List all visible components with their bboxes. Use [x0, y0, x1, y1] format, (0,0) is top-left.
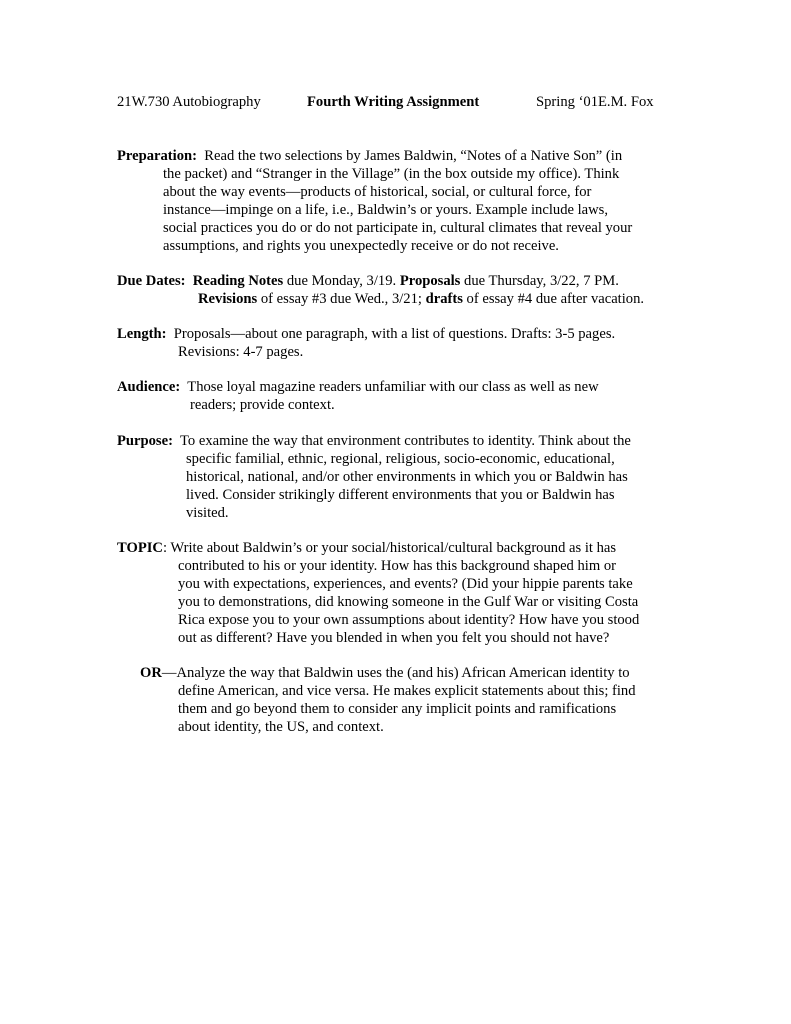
topic-label: TOPIC — [117, 540, 163, 556]
topic-section — [117, 539, 679, 647]
term: Spring ‘01 — [536, 94, 599, 110]
or-line: them and go beyond them to consider any implicit points and ramifications — [178, 701, 617, 717]
preparation-line: assumptions, and rights you unexpectedly receive or do not receive. — [163, 238, 559, 254]
due-dates-label: Due Dates: — [117, 273, 186, 289]
preparation-line: instance—impinge on a life, i.e., Baldwin’s or yours. Example include laws, — [163, 202, 609, 218]
purpose-line: visited. — [186, 505, 229, 521]
preparation-line: Read the two selections by James Baldwin, “Notes of a Native Son” (in — [204, 148, 623, 164]
proposals-due: due Thursday, 3/22, 7 PM. — [460, 273, 619, 289]
purpose-line: lived. Consider strikingly different environments that you or Baldwin has — [186, 487, 615, 503]
audience-line: readers; provide context. — [190, 397, 335, 413]
purpose-line: specific familial, ethnic, regional, religious, socio-economic, educational, — [186, 451, 615, 467]
reading-notes-due: due Monday, 3/19. — [283, 273, 400, 289]
due-dates-section — [117, 272, 679, 308]
audience-line: Those loyal magazine readers unfamiliar with our class as well as new — [187, 379, 599, 395]
topic-line: you to demonstrations, did knowing someone in the Gulf War or visiting Costa — [178, 594, 639, 610]
length-label: Length: — [117, 326, 167, 342]
proposals-label: Proposals — [399, 273, 461, 289]
purpose-line: To examine the way that environment contributes to identity. Think about the — [180, 433, 631, 449]
purpose-line: historical, national, and/or other environments in which you or Baldwin has — [186, 469, 628, 485]
drafts-label: drafts — [425, 291, 463, 307]
author: E.M. Fox — [598, 94, 654, 110]
preparation-line: the packet) and “Stranger in the Village” (in the box outside my office). Think — [163, 166, 620, 182]
preparation-line: social practices you do or do not participate in, cultural climates that reveal your — [163, 220, 633, 236]
preparation-label: Preparation: — [117, 148, 197, 164]
reading-notes-label: Reading Notes — [192, 273, 284, 289]
revisions-due: of essay #3 due Wed., 3/21; — [257, 291, 426, 307]
topic-line: : Write about Baldwin’s or your social/historical/cultural background as it has — [162, 540, 617, 556]
revisions-label: Revisions — [198, 291, 258, 307]
drafts-due: of essay #4 due after vacation. — [462, 291, 645, 307]
audience-section — [117, 378, 679, 414]
or-section — [140, 664, 702, 736]
length-section — [117, 325, 679, 361]
or-line: about identity, the US, and context. — [178, 719, 384, 735]
preparation-section — [117, 147, 679, 255]
length-line: Proposals—about one paragraph, with a list of questions. Drafts: 3-5 pages. — [173, 326, 616, 342]
course-name: 21W.730 Autobiography — [117, 94, 261, 110]
length-line: Revisions: 4-7 pages. — [178, 344, 304, 360]
topic-line: Rica expose you to your own assumptions about identity? How have you stood — [178, 612, 640, 628]
assignment-title: Fourth Writing Assignment — [307, 94, 480, 110]
document-header — [117, 93, 677, 113]
audience-label: Audience: — [117, 379, 181, 395]
or-line: define American, and vice versa. He makes explicit statements about this; find — [178, 683, 636, 699]
or-line: —Analyze the way that Baldwin uses the (and his) African American identity to — [161, 665, 630, 681]
purpose-label: Purpose: — [117, 433, 173, 449]
or-label: OR — [140, 665, 162, 681]
topic-line: out as different? Have you blended in when you felt you should not have? — [178, 630, 610, 646]
topic-line: contributed to his or your identity. How has this background shaped him or — [178, 558, 617, 574]
topic-line: you with expectations, experiences, and events? (Did your hippie parents take — [178, 576, 633, 592]
preparation-line: about the way events—products of historical, social, or cultural force, for — [163, 184, 592, 200]
purpose-section — [117, 432, 679, 522]
